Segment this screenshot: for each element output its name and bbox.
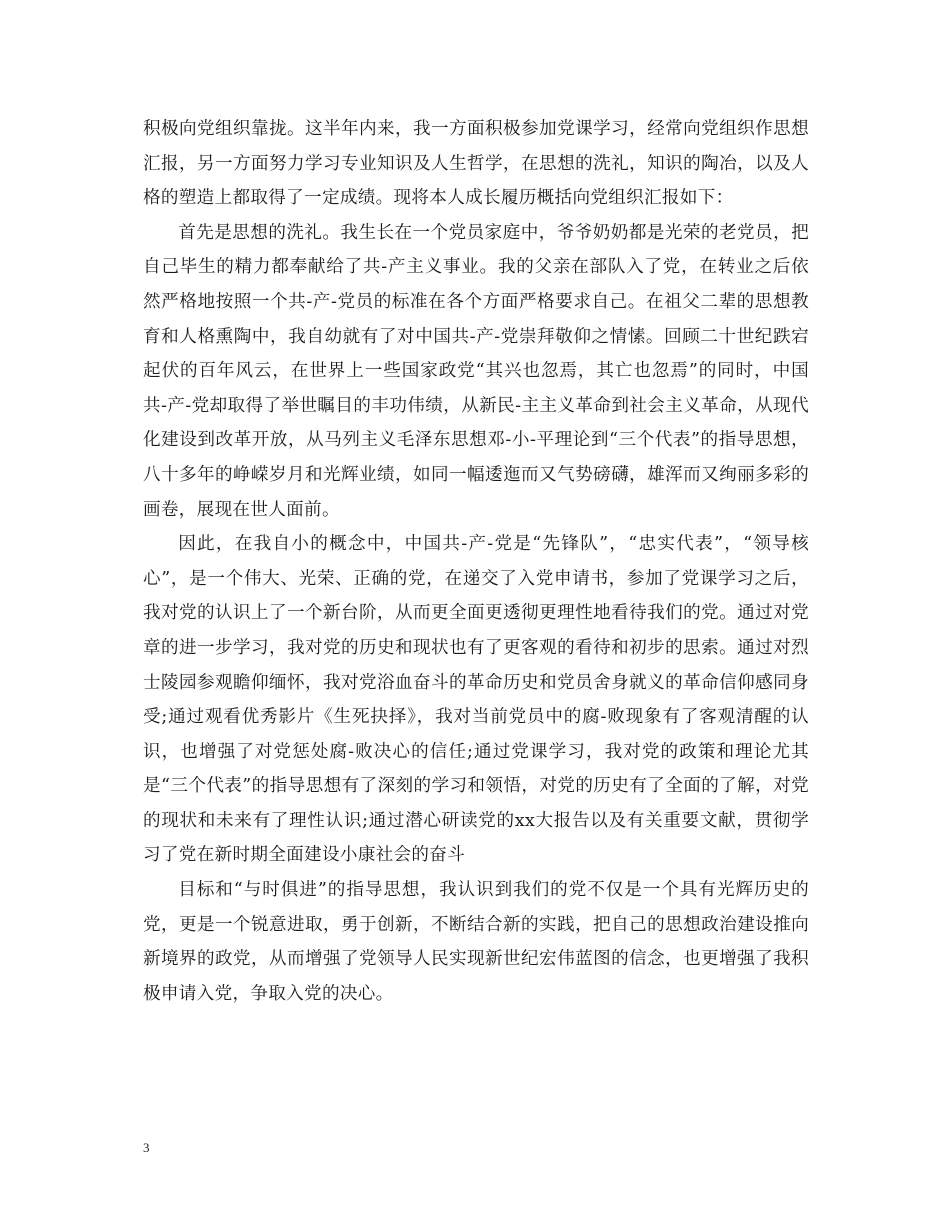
paragraph-continuation: 积极向党组织靠拢。这半年内来，我一方面积极参加党课学习，经常向党组织作思想汇报，另一方面努力学习专业知识及人生哲学，在思想的洗礼，知识的陶冶，以及人格的塑造上都取得了一定成绩。现将本人成长履历概括向党组织汇报如下： xyxy=(143,119,809,209)
paragraph-ideological-baptism: 首先是思想的洗礼。我生长在一个党员家庭中，爷爷奶奶都是光荣的老党员，把自己毕生的精力都奉献给了共-产主义事业。我的父亲在部队入了党，在转业之后依然严格地按照一个共-产-党员的标准在各个方面严格要求自己。在祖父二辈的思想教育和人格熏陶中，我自幼就有了对中国共-产-党崇拜敬仰之情愫。回顾二十世纪跌宕起伏的百年风云，在世界上一些国家政党“其兴也忽焉，其亡也忽焉”的同时，中国共-产-党却取得了举世瞩目的丰功伟绩，从新民-主主义革命到社会主义革命，从现代化建设到改革开放，从马列主义毛泽东思想邓-小-平理论到“三个代表”的指导思想，八十多年的峥嵘岁月和光辉业绩，如同一幅逶迤而又气势磅礴，雄浑而又绚丽多彩的画卷，展现在世人面前。 xyxy=(143,222,809,520)
page-number: 3 xyxy=(143,1140,150,1155)
document-body xyxy=(143,112,809,1011)
paragraph-party-understanding: 因此，在我自小的概念中，中国共-产-党是“先锋队”，“忠实代表”，“领导核心”，是一个伟大、光荣、正确的党，在递交了入党申请书，参加了党课学习之后，我对党的认识上了一个新台阶，从而更全面更透彻更理性地看待我们的党。通过对党章的进一步学习，我对党的历史和现状也有了更客观的看待和初步的思索。通过对烈士陵园参观瞻仰缅怀，我对党浴血奋斗的革命历史和党员舍身就义的革命信仰感同身受;通过观看优秀影片《生死抉择》，我对当前党员中的腐-败现象有了客观清醒的认识，也增强了对党惩处腐-败决心的信任;通过党课学习，我对党的政策和理论尤其是“三个代表”的指导思想有了深刻的学习和领悟，对党的历史有了全面的了解，对党的现状和未来有了理性认识;通过潜心研读党的xx大报告以及有关重要文献，贯彻学习了党在新时期全面建设小康社会的奋斗 xyxy=(143,534,809,866)
paragraph-resolution: 目标和“与时俱进”的指导思想，我认识到我们的党不仅是一个具有光辉历史的党，更是一个锐意进取，勇于创新，不断结合新的实践，把自己的思想政治建设推向新境界的政党，从而增强了党领导人民实现新世纪宏伟蓝图的信念，也更增强了我积极申请入党，争取入党的决心。 xyxy=(143,880,809,1004)
